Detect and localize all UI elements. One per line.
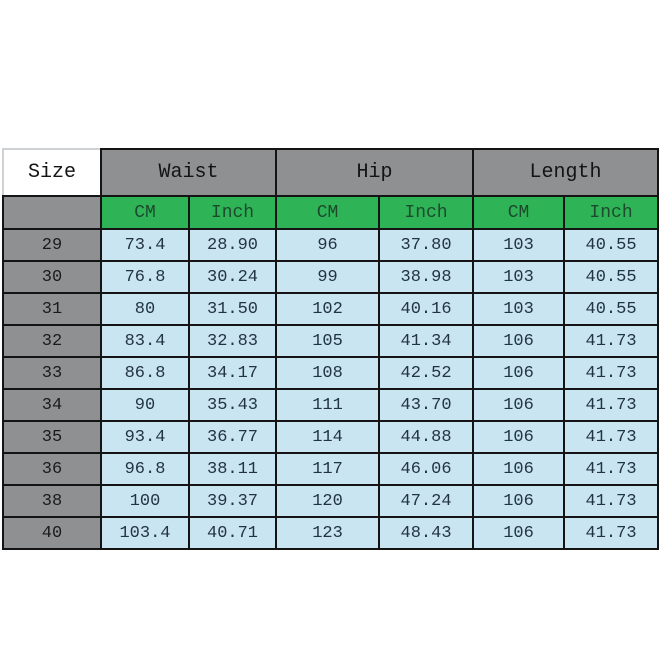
value-cell: 106	[473, 325, 564, 357]
value-cell: 40.55	[564, 261, 658, 293]
table-row	[3, 261, 658, 293]
value-cell: 106	[473, 517, 564, 549]
unit-cell-length-inch: Inch	[564, 196, 658, 229]
value-cell: 41.73	[564, 421, 658, 453]
size-cell: 36	[3, 453, 101, 485]
size-cell: 30	[3, 261, 101, 293]
value-cell: 90	[101, 389, 189, 421]
table-row	[3, 357, 658, 389]
value-cell: 80	[101, 293, 189, 325]
table-row	[3, 293, 658, 325]
value-cell: 103	[473, 261, 564, 293]
table-row	[3, 325, 658, 357]
value-cell: 47.24	[379, 485, 473, 517]
value-cell: 105	[276, 325, 379, 357]
value-cell: 39.37	[189, 485, 276, 517]
value-cell: 28.90	[189, 229, 276, 261]
value-cell: 76.8	[101, 261, 189, 293]
group-cell-waist: Waist	[101, 149, 276, 196]
value-cell: 96	[276, 229, 379, 261]
group-cell-length: Length	[473, 149, 658, 196]
size-header-cell: Size	[3, 149, 101, 196]
value-cell: 37.80	[379, 229, 473, 261]
size-cell: 31	[3, 293, 101, 325]
value-cell: 36.77	[189, 421, 276, 453]
value-cell: 31.50	[189, 293, 276, 325]
value-cell: 42.52	[379, 357, 473, 389]
value-cell: 93.4	[101, 421, 189, 453]
size-chart-table	[2, 148, 659, 550]
value-cell: 40.16	[379, 293, 473, 325]
value-cell: 106	[473, 389, 564, 421]
value-cell: 46.06	[379, 453, 473, 485]
unit-cell-waist-inch: Inch	[189, 196, 276, 229]
value-cell: 40.71	[189, 517, 276, 549]
value-cell: 103.4	[101, 517, 189, 549]
unit-cell-hip-cm: CM	[276, 196, 379, 229]
value-cell: 35.43	[189, 389, 276, 421]
value-cell: 43.70	[379, 389, 473, 421]
value-cell: 41.73	[564, 357, 658, 389]
value-cell: 103	[473, 293, 564, 325]
value-cell: 106	[473, 453, 564, 485]
value-cell: 44.88	[379, 421, 473, 453]
table-row	[3, 453, 658, 485]
value-cell: 120	[276, 485, 379, 517]
value-cell: 41.73	[564, 389, 658, 421]
value-cell: 96.8	[101, 453, 189, 485]
value-cell: 117	[276, 453, 379, 485]
value-cell: 111	[276, 389, 379, 421]
table-body	[3, 229, 658, 549]
table-row	[3, 421, 658, 453]
value-cell: 40.55	[564, 229, 658, 261]
value-cell: 114	[276, 421, 379, 453]
value-cell: 41.34	[379, 325, 473, 357]
value-cell: 100	[101, 485, 189, 517]
blank-corner-cell	[3, 196, 101, 229]
value-cell: 41.73	[564, 453, 658, 485]
value-cell: 38.98	[379, 261, 473, 293]
value-cell: 32.83	[189, 325, 276, 357]
group-cell-hip: Hip	[276, 149, 473, 196]
table-row	[3, 229, 658, 261]
value-cell: 83.4	[101, 325, 189, 357]
unit-header-row	[3, 196, 658, 229]
table-row	[3, 517, 658, 549]
value-cell: 40.55	[564, 293, 658, 325]
value-cell: 41.73	[564, 325, 658, 357]
size-cell: 33	[3, 357, 101, 389]
unit-cell-length-cm: CM	[473, 196, 564, 229]
size-cell: 40	[3, 517, 101, 549]
value-cell: 86.8	[101, 357, 189, 389]
value-cell: 99	[276, 261, 379, 293]
size-cell: 35	[3, 421, 101, 453]
value-cell: 106	[473, 421, 564, 453]
value-cell: 73.4	[101, 229, 189, 261]
group-header-row	[3, 149, 658, 196]
size-cell: 34	[3, 389, 101, 421]
value-cell: 38.11	[189, 453, 276, 485]
size-cell: 38	[3, 485, 101, 517]
value-cell: 106	[473, 485, 564, 517]
value-cell: 48.43	[379, 517, 473, 549]
table-header	[3, 149, 658, 229]
value-cell: 41.73	[564, 485, 658, 517]
value-cell: 103	[473, 229, 564, 261]
table-row	[3, 389, 658, 421]
value-cell: 34.17	[189, 357, 276, 389]
value-cell: 106	[473, 357, 564, 389]
table-row	[3, 485, 658, 517]
size-cell: 32	[3, 325, 101, 357]
value-cell: 41.73	[564, 517, 658, 549]
size-cell: 29	[3, 229, 101, 261]
value-cell: 108	[276, 357, 379, 389]
value-cell: 30.24	[189, 261, 276, 293]
value-cell: 123	[276, 517, 379, 549]
unit-cell-hip-inch: Inch	[379, 196, 473, 229]
unit-cell-waist-cm: CM	[101, 196, 189, 229]
value-cell: 102	[276, 293, 379, 325]
